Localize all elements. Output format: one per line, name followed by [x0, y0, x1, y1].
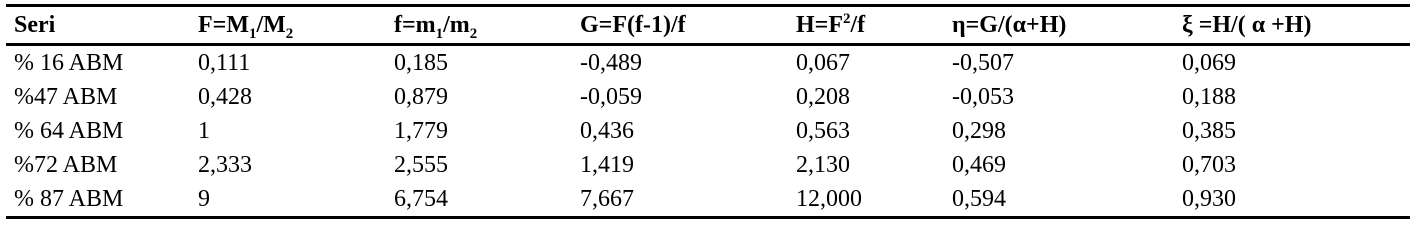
- table-cell: % 87 ABM: [14, 185, 124, 212]
- table-cell: 0,067: [796, 49, 850, 76]
- table-cell: 7,667: [580, 185, 634, 212]
- table-row: [6, 80, 1410, 114]
- table-cell: 0,111: [198, 49, 251, 76]
- table-cell: 0,298: [952, 117, 1006, 144]
- data-table: [6, 4, 1410, 219]
- table-row: [6, 45, 1410, 81]
- table-cell: -0,489: [580, 49, 642, 76]
- table-cell: 0,469: [952, 151, 1006, 178]
- header-f-lower: $f=m_1/m_2$: [394, 11, 478, 42]
- header-seri: Seri: [14, 11, 56, 38]
- header-h: $H=F^2/f$: [796, 10, 866, 38]
- table-cell: 0,185: [394, 49, 448, 76]
- table-cell: 2,333: [198, 151, 252, 178]
- table-cell: 0,436: [580, 117, 634, 144]
- table-cell: 0,188: [1182, 83, 1236, 110]
- table-cell: 2,130: [796, 151, 850, 178]
- table-cell: -0,059: [580, 83, 642, 110]
- header-eta: η=G/(α+H): [952, 11, 1067, 38]
- table-cell: 0,930: [1182, 185, 1236, 212]
- table-cell: -0,053: [952, 83, 1014, 110]
- table-row: [6, 148, 1410, 182]
- data-table-container: [6, 4, 1410, 219]
- table-cell: 0,385: [1182, 117, 1236, 144]
- table-cell: % 64 ABM: [14, 117, 124, 144]
- table-cell: 6,754: [394, 185, 448, 212]
- table-cell: 12,000: [796, 185, 862, 212]
- table-cell: %72 ABM: [14, 151, 118, 178]
- header-g: G=F(f-1)/f: [580, 11, 686, 38]
- table-cell: 1: [198, 117, 210, 144]
- table-cell: %47 ABM: [14, 83, 118, 110]
- header-xi: ξ =H/( α +H): [1182, 11, 1312, 38]
- table-cell: % 16 ABM: [14, 49, 124, 76]
- table-cell: 0,594: [952, 185, 1006, 212]
- table-cell: 0,208: [796, 83, 850, 110]
- table-cell: 0,563: [796, 117, 850, 144]
- table-cell: 0,428: [198, 83, 252, 110]
- table-cell: 2,555: [394, 151, 448, 178]
- table-cell: 0,703: [1182, 151, 1236, 178]
- table-cell: -0,507: [952, 49, 1014, 76]
- table-row: [6, 182, 1410, 218]
- table-cell: 0,879: [394, 83, 448, 110]
- table-cell: 1,779: [394, 117, 448, 144]
- table-cell: 9: [198, 185, 210, 212]
- table-header-row: [6, 6, 1410, 45]
- table-row: [6, 114, 1410, 148]
- table-cell: 0,069: [1182, 49, 1236, 76]
- table-cell: 1,419: [580, 151, 634, 178]
- header-f-upper: $F=M_1/M_2$: [198, 11, 294, 42]
